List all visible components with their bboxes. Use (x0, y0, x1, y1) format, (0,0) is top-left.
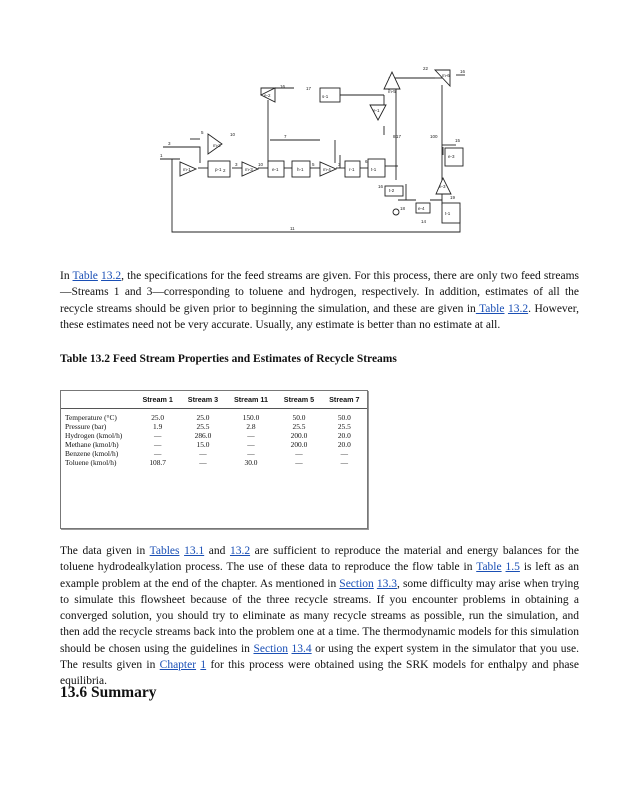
text-run: and (204, 545, 230, 557)
text-run: are sufficient to reproduce the material and energy balances for the toluene hydrodealkylation process. The use of these data to reproduce the flow table in (60, 545, 580, 574)
table-title: Table 13.2 Feed Stream Properties and Estimates of Recycle Streams (60, 353, 397, 365)
table-cell: — (199, 458, 207, 467)
svg-text:m-1: m-1 (183, 167, 191, 172)
table-cell: 286.0 (194, 431, 212, 440)
svg-text:t-1: t-1 (371, 167, 377, 172)
table-cell: 2.8 (246, 422, 256, 431)
text-run: , the specifications for the feed streams are given. For this process, there are only two feed streams—Streams 1 and 3—corresponding to toluene and hydrogen, respectively. In addition, estimates of all the recycle streams should be given prior to beginning the simulation, and these are given in (60, 270, 580, 315)
svg-text:16: 16 (460, 69, 466, 74)
svg-text:15: 15 (455, 138, 461, 143)
svg-text:17: 17 (396, 134, 402, 139)
table-link[interactable]: Table (476, 561, 502, 574)
section-number-link[interactable]: 13.4 (291, 642, 312, 655)
table-cell: 150.0 (242, 413, 260, 422)
svg-text:18: 18 (400, 206, 406, 211)
text-run: , some difficulty may arise when trying to simulate this flowsheet because of the three recycle streams. If you encounter problems in obtaining a converged solution, you should try to eliminate as many recycle streams as possible, run the simulation, and then add the recycle streams back into the problem one at a time. The thermodynamic models for this simulation should be chosen using the guidelines in (60, 577, 580, 655)
table-link[interactable]: Table (475, 302, 505, 315)
svg-text:e-3: e-3 (448, 154, 455, 159)
svg-text:e-2: e-2 (264, 93, 271, 98)
svg-text:22: 22 (423, 66, 429, 71)
text-run: In (60, 270, 73, 282)
table-cell: 25.0 (151, 413, 165, 422)
row-label: Pressure (bar) (65, 422, 107, 431)
svg-text:5: 5 (312, 162, 315, 167)
text-run: for this process were obtained using the SRK models for enthalpy and phase equilibria. (60, 659, 579, 688)
feed-stream-table (60, 390, 368, 529)
svg-text:m-6: m-6 (442, 73, 450, 78)
svg-text:10: 10 (258, 162, 264, 167)
svg-text:16: 16 (378, 184, 384, 189)
table-cell: — (153, 440, 162, 449)
svg-text:e-1: e-1 (272, 167, 279, 172)
table-row (61, 431, 367, 440)
table-cell: 200.0 (290, 440, 308, 449)
table-cell: 30.0 (244, 458, 258, 467)
svg-text:1: 1 (160, 153, 163, 158)
table-row (61, 409, 367, 423)
svg-text:16: 16 (280, 84, 286, 89)
table-cell: — (247, 440, 255, 449)
table-cell: 25.5 (337, 422, 351, 431)
svg-text:e-3: e-3 (439, 184, 446, 189)
table-number-link[interactable]: 13.1 (184, 545, 205, 557)
table-number-link[interactable]: 13.2 (507, 302, 529, 315)
flowsheet-diagram (160, 60, 470, 235)
row-label: Hydrogen (kmol/h) (65, 431, 123, 440)
table-header-cell: Stream 11 (226, 391, 277, 409)
table-header-cell: Stream 7 (322, 391, 367, 409)
text-run: The data given in (60, 545, 150, 557)
text-run: is left as an example problem at the end of the chapter. As mentioned in (60, 561, 579, 590)
intro-paragraph (60, 268, 579, 333)
svg-text:14: 14 (421, 219, 427, 224)
table-cell: — (247, 431, 255, 440)
row-label: Benzene (kmol/h) (65, 449, 119, 458)
table-cell: — (295, 449, 303, 458)
table-cell: — (247, 449, 255, 458)
table-number-link[interactable]: 1.5 (505, 561, 520, 574)
table-cell: 20.0 (337, 431, 351, 440)
table-cell: 108.7 (149, 458, 166, 467)
table-cell: 200.0 (290, 431, 308, 440)
svg-text:6: 6 (365, 159, 368, 164)
row-label: Methane (kmol/h) (65, 440, 119, 449)
section-link[interactable]: Section (339, 577, 374, 590)
svg-text:m-2: m-2 (213, 143, 221, 148)
table-row (61, 422, 367, 431)
table-header-cell (61, 391, 135, 409)
table-cell: 25.5 (196, 422, 210, 431)
tables-link[interactable]: Tables (149, 545, 180, 557)
table-cell: — (199, 449, 207, 458)
table-row (61, 440, 367, 449)
table-cell: — (340, 458, 348, 467)
table-cell: — (153, 449, 162, 458)
table-cell: 1.9 (153, 422, 163, 431)
text-run: . However, these estimates need not be very accurate. Usually, any estimate is better than no estimate at all. (60, 302, 580, 331)
svg-text:100: 100 (430, 134, 438, 139)
body-paragraph (60, 543, 579, 690)
table-cell: 50.0 (292, 413, 306, 422)
table-number-link[interactable]: 13.2 (229, 545, 251, 557)
svg-text:3: 3 (235, 162, 238, 167)
chapter-number-link[interactable]: 1 (200, 659, 207, 672)
svg-text:8: 8 (393, 134, 396, 139)
svg-text:10: 10 (230, 132, 236, 137)
svg-text:3: 3 (338, 162, 341, 167)
table-number-link[interactable]: 13.2 (101, 270, 122, 282)
chapter-link[interactable]: Chapter (159, 659, 197, 672)
table-header-cell: Stream 3 (180, 391, 225, 409)
svg-text:7: 7 (284, 134, 287, 139)
svg-text:19: 19 (450, 195, 456, 200)
svg-text:2: 2 (223, 168, 226, 173)
table-header-row (61, 391, 367, 409)
table-cell: 50.0 (337, 413, 351, 422)
table-cell: 20.0 (337, 440, 351, 449)
table-row (61, 449, 367, 458)
table-cell: — (340, 449, 348, 458)
table-cell: 25.5 (292, 422, 306, 431)
svg-text:e-1: e-1 (373, 108, 380, 113)
svg-text:h-1: h-1 (297, 167, 304, 172)
table-cell: — (295, 458, 303, 467)
table-cell: — (153, 431, 162, 440)
svg-text:3: 3 (168, 141, 171, 146)
svg-text:5: 5 (201, 130, 204, 135)
svg-text:11: 11 (290, 226, 295, 231)
svg-text:e-4: e-4 (418, 206, 425, 211)
table-header-cell: Stream 5 (276, 391, 321, 409)
section-heading: 13.6 Summary (60, 684, 157, 701)
svg-text:s-1: s-1 (322, 94, 329, 99)
svg-text:m-5: m-5 (388, 89, 396, 94)
section-number-link[interactable]: 13.3 (376, 577, 397, 590)
table-row (61, 458, 367, 467)
table-cell: 25.0 (196, 413, 210, 422)
row-label: Temperature (°C) (65, 413, 117, 422)
row-label: Toluene (kmol/h) (65, 458, 117, 467)
table-cell: 15.0 (196, 440, 210, 449)
svg-text:m-4: m-4 (323, 167, 331, 172)
svg-text:p-1: p-1 (215, 167, 222, 172)
section-link[interactable]: Section (253, 642, 288, 655)
table-header-cell: Stream 1 (135, 391, 180, 409)
table-link[interactable]: Table (72, 270, 98, 282)
svg-text:t-2: t-2 (389, 188, 395, 193)
text-run: or using the expert system in the simulator that you use. The results given in (60, 642, 579, 672)
svg-text:m-3: m-3 (245, 167, 253, 172)
svg-text:t-1: t-1 (445, 211, 451, 216)
svg-text:r-1: r-1 (349, 167, 355, 172)
svg-text:17: 17 (306, 86, 312, 91)
